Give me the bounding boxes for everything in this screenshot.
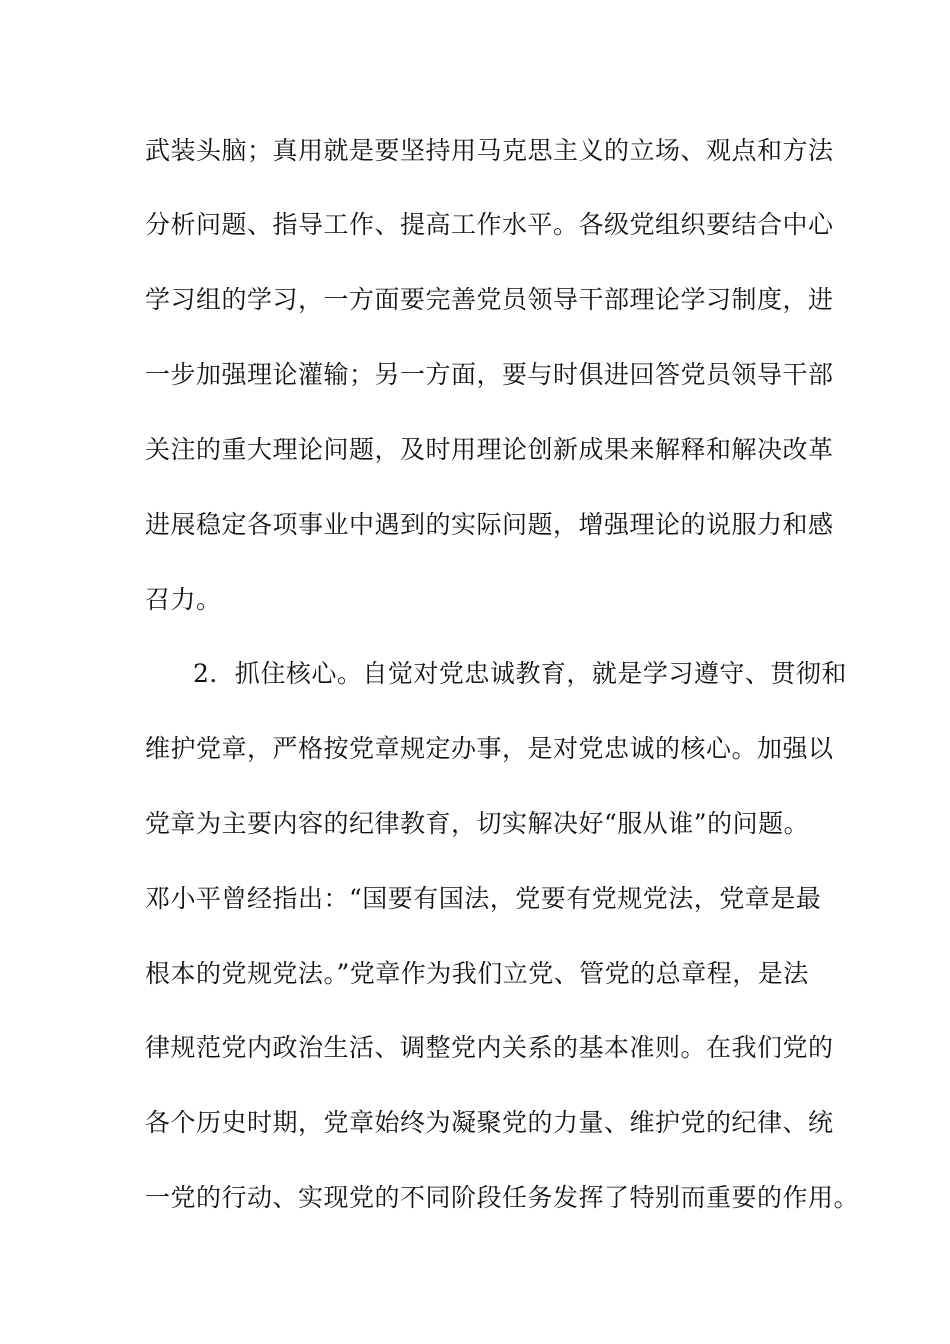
text-line: 维护党章，严格按党章规定办事，是对党忠诚的核心。加强以 <box>145 734 834 763</box>
text-line: 党章为主要内容的纪律教育，切实解决好“服从谁”的问题。 <box>145 809 810 838</box>
text-line: 学习组的学习，一方面要完善党员领导干部理论学习制度，进 <box>145 285 834 314</box>
text-line: 分析问题、指导工作、提高工作水平。各级党组织要结合中心 <box>145 210 834 239</box>
text-line: 武装头脑；真用就是要坚持用马克思主义的立场、观点和方法 <box>145 136 834 165</box>
text-line: 进展稳定各项事业中遇到的实际问题，增强理论的说服力和感 <box>145 510 834 539</box>
paragraph-first-line: 2．抓住核心。自觉对党忠诚教育，就是学习遵守、贯彻和 <box>193 659 847 688</box>
text-line: 一步加强理论灌输；另一方面，要与时俱进回答党员领导干部 <box>145 360 834 389</box>
text-line: 根本的党规党法。”党章作为我们立党、管党的总章程，是法 <box>145 959 809 988</box>
text-line: 各个历史时期，党章始终为凝聚党的力量、维护党的纪律、统 <box>145 1108 834 1137</box>
text-line: 邓小平曾经指出：“国要有国法，党要有党规党法，党章是最 <box>145 884 822 913</box>
text-line: 关注的重大理论问题，及时用理论创新成果来解释和解决改革 <box>145 435 834 464</box>
text-line: 律规范党内政治生活、调整党内关系的基本准则。在我们党的 <box>145 1033 834 1062</box>
text-line: 一党的行动、实现党的不同阶段任务发挥了特别而重要的作用。 <box>145 1183 860 1212</box>
text-line: 召力。 <box>145 585 222 614</box>
